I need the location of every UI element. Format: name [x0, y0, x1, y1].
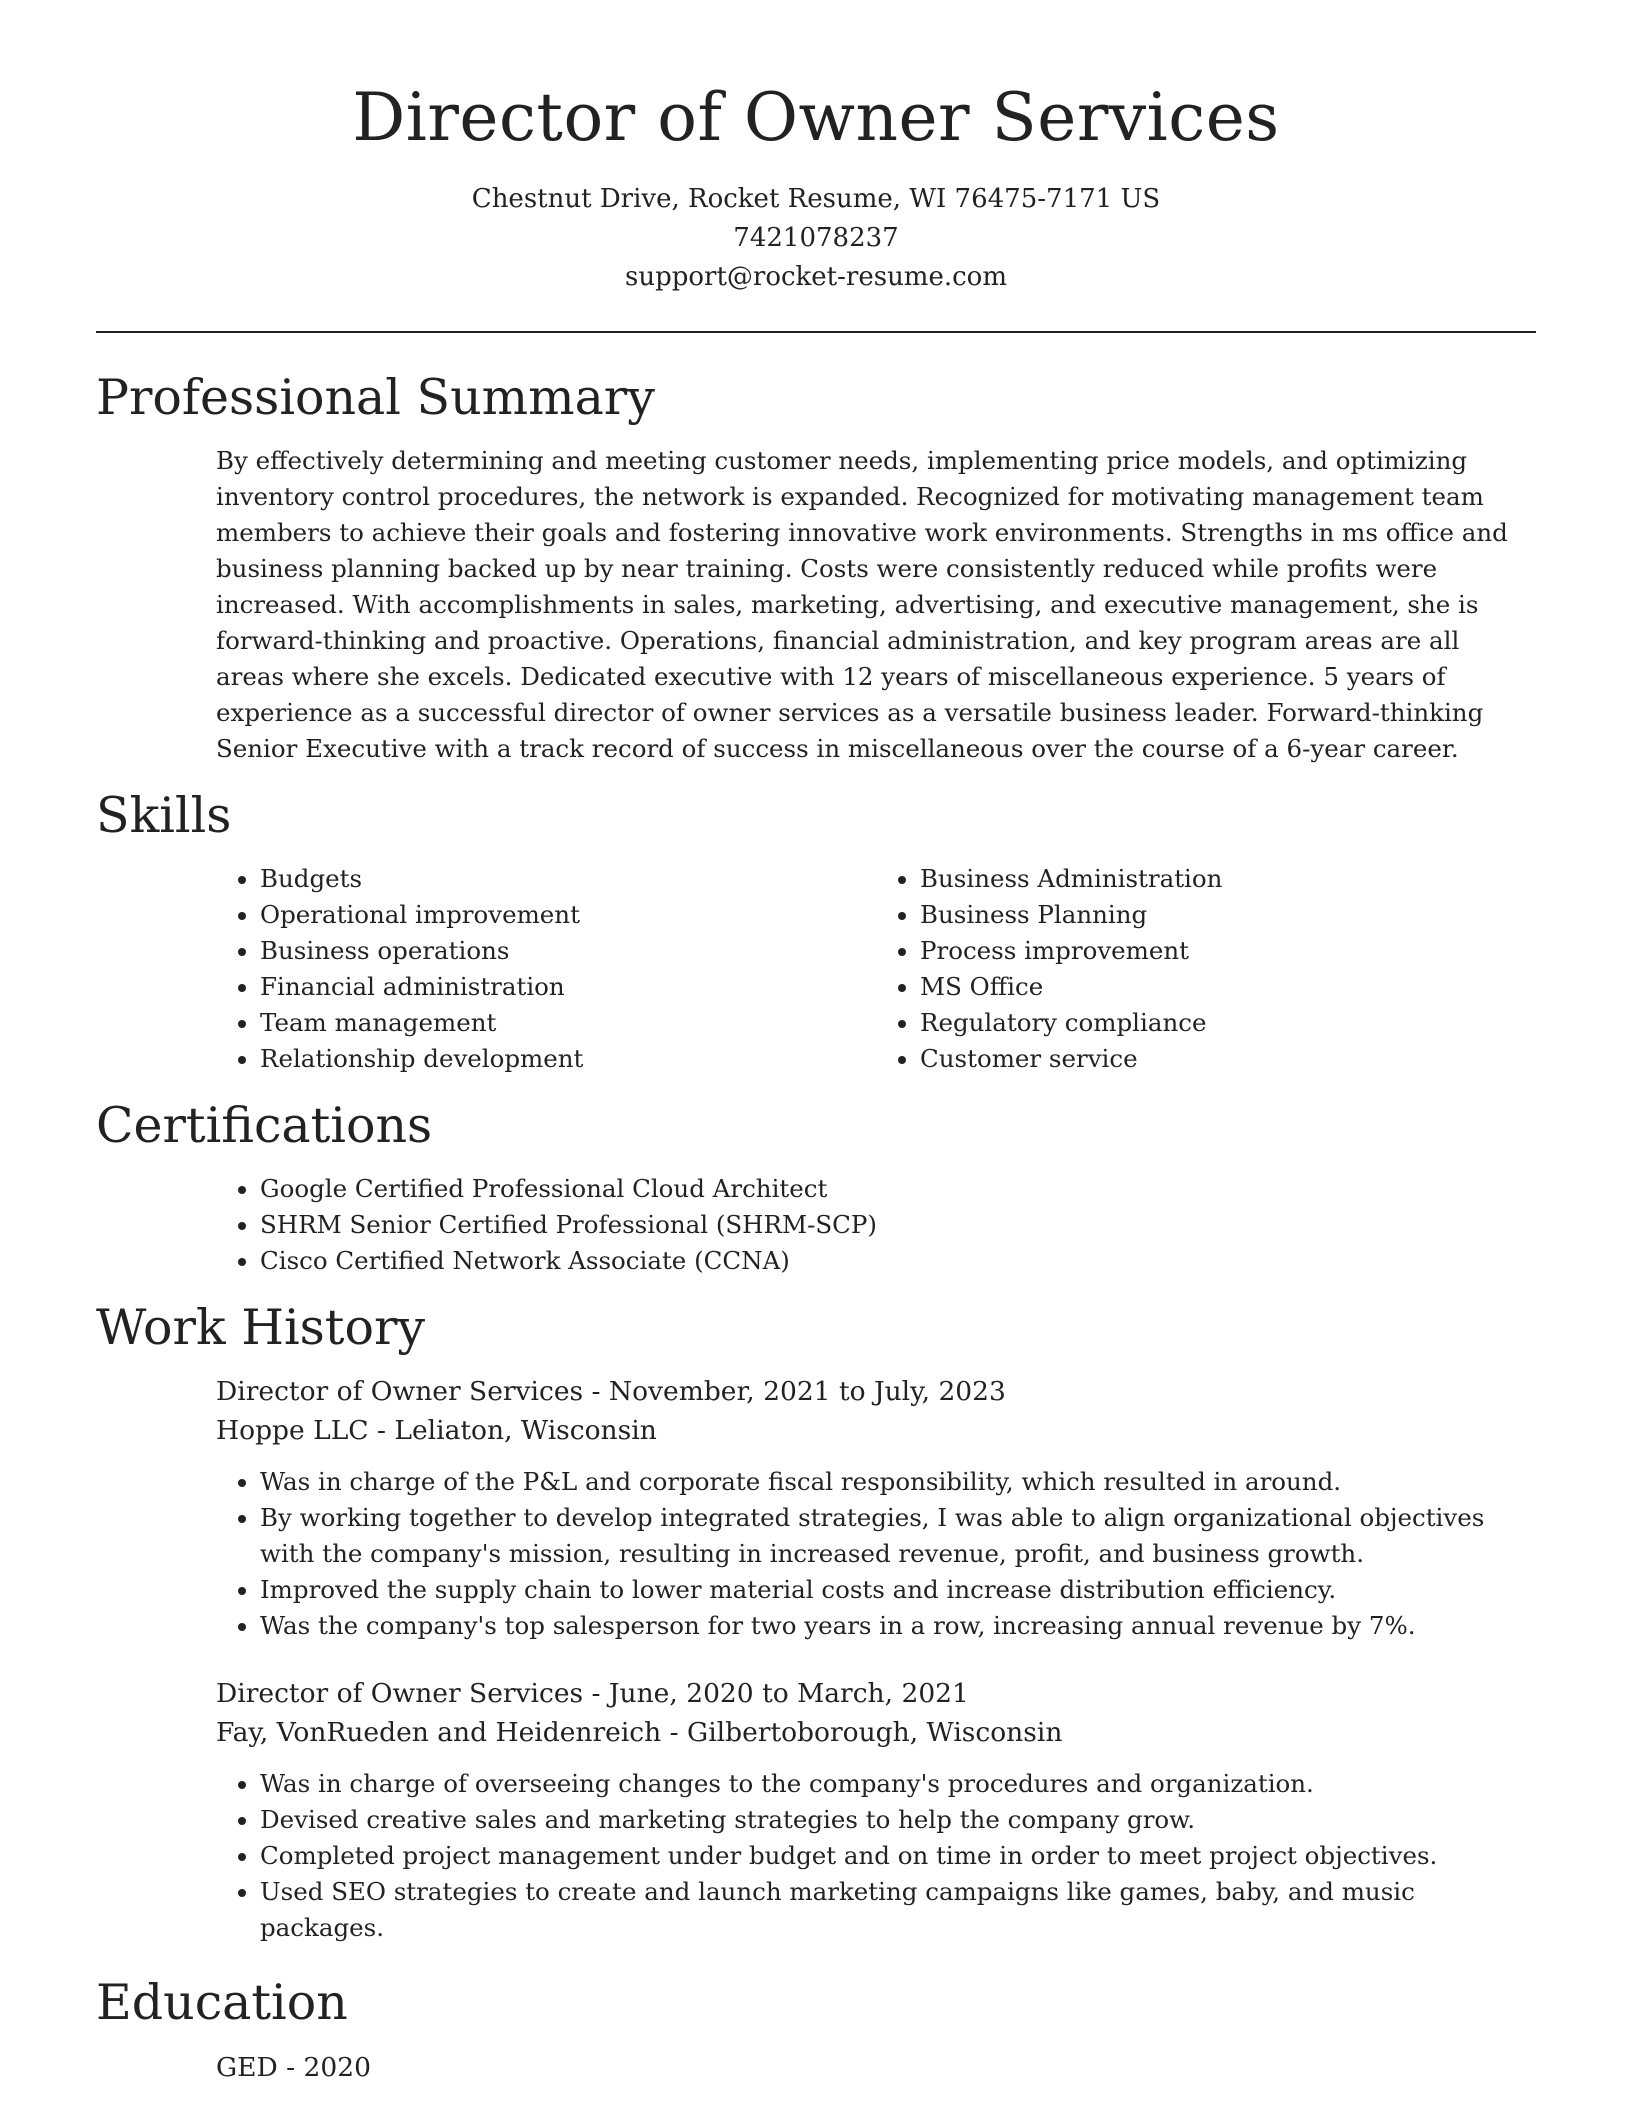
certification-item: • SHRM Senior Certified Professional (SHRM-SCP): [260, 1207, 1536, 1243]
education-heading: Education: [96, 1974, 348, 2032]
skill-item: • Financial administration: [260, 969, 876, 1005]
skills-section: [96, 786, 1536, 1077]
job-bullet: • Was the company's top salesperson for two years in a row, increasing annual revenue by 7%.: [260, 1608, 1536, 1644]
certification-item: • Cisco Certified Network Associate (CCNA): [260, 1243, 1536, 1279]
certification-item: • Google Certified Professional Cloud Architect: [260, 1171, 1536, 1207]
skill-item: • Business Planning: [920, 897, 1536, 933]
skills-heading: Skills: [96, 786, 232, 844]
contact-email: support@rocket-resume.com: [624, 261, 1007, 292]
resume-header: [96, 80, 1536, 297]
summary-heading: Professional Summary: [96, 368, 655, 426]
certifications-list: [216, 1171, 1536, 1279]
job-bullet: • Devised creative sales and marketing strategies to help the company grow.: [260, 1802, 1536, 1838]
skill-item: • Operational improvement: [260, 897, 876, 933]
skill-item: • Relationship development: [260, 1041, 876, 1077]
job-bullet: • Used SEO strategies to create and launch marketing campaigns like games, baby, and music packages.: [260, 1874, 1536, 1946]
job-bullet: • Was in charge of overseeing changes to the company's procedures and organization.: [260, 1766, 1536, 1802]
job-bullet: • Was in charge of the P&L and corporate fiscal responsibility, which resulted in around.: [260, 1464, 1536, 1500]
summary-text: By effectively determining and meeting customer needs, implementing price models, and optimizing inventory control procedures, the network is expanded. Recognized for motivating management team members to achieve their goals and fostering innovative work environments. Strengths in ms office and business planning backed up by near training. Costs were consistently reduced while profits were increased. With accomplishments in sales, marketing, advertising, and executive management, she is forward-thinking and proactive. Operations, financial administration, and key program areas are all areas where she excels. Dedicated executive with 12 years of miscellaneous experience. 5 years of experience as a successful director of owner services as a versatile business leader. Forward-thinking Senior Executive with a track record of success in miscellaneous over the course of a 6-year career.: [216, 445, 1508, 763]
summary-section: [96, 368, 1536, 767]
skill-item: • MS Office: [920, 969, 1536, 1005]
skills-list-right: [876, 861, 1536, 1077]
skill-item: • Business Administration: [920, 861, 1536, 897]
certifications-heading: Certifications: [96, 1096, 433, 1154]
job-company-line: Hoppe LLC - Leliaton, Wisconsin: [216, 1415, 657, 1447]
education-section: [96, 1976, 1536, 2087]
contact-address: Chestnut Drive, Rocket Resume, WI 76475-7171 US: [471, 183, 1161, 214]
header-divider: [96, 331, 1536, 333]
skill-item: • Regulatory compliance: [920, 1005, 1536, 1041]
skills-list-left: [216, 861, 876, 1077]
skill-item: • Customer service: [920, 1041, 1536, 1077]
job-title-line: Director of Owner Services - June, 2020 to March, 2021: [216, 1678, 969, 1710]
job-bullet: • By working together to develop integrated strategies, I was able to align organizational objectives with the company's mission, resulting in increased revenue, profit, and business growth.: [260, 1500, 1536, 1572]
job-company-line: Fay, VonRueden and Heidenreich - Gilbertoborough, Wisconsin: [216, 1717, 1063, 1749]
skill-item: • Budgets: [260, 861, 876, 897]
contact-phone: 7421078237: [733, 222, 899, 253]
job-entry: [216, 1372, 1536, 1644]
work-history-heading: Work History: [96, 1298, 426, 1356]
job-bullets: [216, 1464, 1536, 1644]
resume-name: Director of Owner Services: [352, 79, 1280, 156]
education-entry: GED - 2020: [216, 2052, 372, 2084]
job-entry: [216, 1674, 1536, 1946]
job-bullets: [216, 1766, 1536, 1946]
skill-item: • Business operations: [260, 933, 876, 969]
skill-item: • Team management: [260, 1005, 876, 1041]
job-bullet: • Completed project management under budget and on time in order to meet project objectives.: [260, 1838, 1536, 1874]
work-history-section: [96, 1298, 1536, 1947]
skill-item: • Process improvement: [920, 933, 1536, 969]
job-title-line: Director of Owner Services - November, 2021 to July, 2023: [216, 1376, 1006, 1408]
job-bullet: • Improved the supply chain to lower material costs and increase distribution efficiency.: [260, 1572, 1536, 1608]
certifications-section: [96, 1096, 1536, 1279]
